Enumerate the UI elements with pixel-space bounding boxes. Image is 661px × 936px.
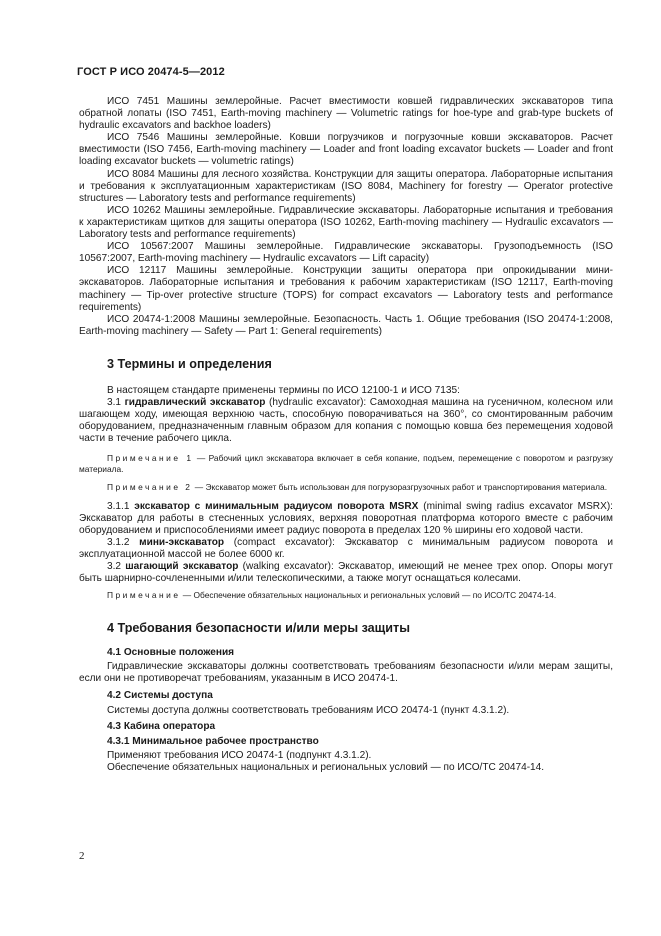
term-number: 3.2: [107, 561, 126, 573]
section-3-heading: 3 Термины и определения: [107, 356, 272, 371]
section-4-3-1-text-b: Обеспечение обязательных национальных и региональных условий — по ИСО/ТС 20474-14.: [107, 762, 545, 773]
ref-iso-12117: ИСО 12117 Машины землеройные. Конструкции защиты оператора при опрокидывании мини-экскаваторов. Лабораторные испытания и требования к рабочим характеристикам (ISO 12117, Earth-moving machinery — Tip-over protective structure (TOPS) for compact excavators — Laboratory tests and performance requirements): [79, 265, 613, 313]
page-number: 2: [79, 850, 85, 862]
term-name: гидравлический экскаватор: [124, 396, 266, 408]
section-4-3-heading: 4.3 Кабина оператора: [107, 720, 216, 732]
note-1: [79, 453, 613, 474]
note-3: [79, 590, 613, 600]
section-4-2-text: Системы доступа должны соответствовать требованиям ИСО 20474-1 (пункт 4.3.1.2).: [107, 704, 510, 716]
term-definition: (walking excavator): Экскаватор, имеющий не менее трех опор. Опоры могут быть шарнирно-сочлененными и/или телескопическими, а также могут оснащаться колесами.: [79, 561, 614, 585]
note-label: Примечание 2: [107, 482, 193, 493]
term-number: 3.1.2: [107, 536, 140, 548]
note-text: — Экскаватор может быть использован для погрузоразгрузочных работ и транспортирования материала.: [192, 482, 608, 493]
term-definition: (minimal swing radius excavator MSRX): Экскаватор для работы в стесненных условиях, верхняя поворотная платформа которого вместе с рабочим оборудованием и приспособлениями имеет радиус поворота в пределах 120 % ширины его ходовой части.: [79, 500, 613, 536]
document-header: ГОСТ Р ИСО 20474-5—2012: [77, 66, 225, 78]
term-number: 3.1: [107, 396, 125, 408]
term-number: 3.1.1: [107, 500, 135, 512]
note-label: Примечание 1: [107, 453, 194, 464]
note-label: Примечание: [107, 590, 181, 601]
note-text: — Рабочий цикл экскаватора включает в себя копание, подъем, перемещение с поворотом и разгрузку материала.: [79, 453, 613, 474]
ref-iso-10567: ИСО 10567:2007 Машины землеройные. Гидравлические экскаваторы. Грузоподъемность (ISO 10567:2007, Earth-moving machinery — Hydraulic excavators — Lift capacity): [79, 241, 613, 265]
term-definition: (compact excavator): Экскаватор с минимальным радиусом поворота и эксплуатационной массой не более 6000 кг.: [79, 536, 613, 560]
term-3-1-1: [79, 501, 613, 537]
term-name: экскаватор с минимальным радиусом поворота MSRX: [134, 500, 419, 512]
section-4-heading: 4 Требования безопасности и/или меры защиты: [107, 620, 410, 635]
ref-iso-7451: ИСО 7451 Машины землеройные. Расчет вместимости ковшей гидравлических экскаваторов типа обратной лопаты (ISO 7451, Earth-moving machinery — Volumetric ratings for hoe-type and grab-type buckets of hydraulic excavators and backhoe loaders): [79, 96, 613, 132]
note-text: — Обеспечение обязательных национальных и региональных условий — по ИСО/ТС 20474-14.: [180, 590, 557, 601]
section-3-intro: В настоящем стандарте применены термины по ИСО 12100-1 и ИСО 7135:: [107, 384, 460, 396]
ref-iso-20474-1: ИСО 20474-1:2008 Машины землеройные. Безопасность. Часть 1. Общие требования (ISO 20474-1:2008, Earth-moving machinery — Safety — Part 1: General requirements): [79, 313, 613, 337]
term-3-2: [79, 561, 613, 585]
page-content: [79, 96, 613, 774]
term-3-1-2: [79, 537, 613, 561]
ref-iso-10262: ИСО 10262 Машины землеройные. Гидравлические экскаваторы. Лабораторные испытания и требования к характеристикам щитков для защиты оператора (ISO 10262, Earth-moving machinery — Hydraulic excavators — Laboratory tests and performance requirements): [79, 204, 613, 241]
note-2: [79, 482, 613, 492]
term-3-1: [79, 397, 613, 445]
ref-iso-7546: ИСО 7546 Машины землеройные. Ковши погрузчиков и погрузочные ковши экскаваторов. Расчет вместимости (ISO 7456, Earth-moving machinery — Loader and front loading excavator buckets — Loader and front loading excavator buckets — volumetric ratings): [79, 132, 613, 168]
section-4-3-1-text-a: Применяют требования ИСО 20474-1 (подпункт 4.3.1.2).: [107, 749, 372, 761]
term-name: шагающий экскаватор: [125, 561, 239, 573]
section-4-3-1-heading: 4.3.1 Минимальное рабочее пространство: [107, 735, 319, 747]
section-4-2-heading: 4.2 Системы доступа: [107, 689, 213, 701]
term-definition: (hydraulic excavator): Самоходная машина на гусеничном, колесном или шагающем ходу, имеющая верхнюю часть, способную поворачиваться на 360°, со смонтированным рабочим оборудованием, предназначенным главным образом для копания с помощью ковша без перемещения ходовой части в течение рабочего цикла.: [79, 396, 613, 445]
section-4-1-heading: 4.1 Основные положения: [107, 646, 235, 658]
term-name: мини-экскаватор: [139, 536, 225, 548]
section-4-1-text: Гидравлические экскаваторы должны соответствовать требованиям безопасности и/или мерам защиты, если они не противоречат требованиям, указанным в ИСО 20474-1.: [79, 660, 613, 684]
ref-iso-8084: ИСО 8084 Машины для лесного хозяйства. Конструкции для защиты оператора. Лабораторные испытания и требования к эксплуатационным характеристикам (ISO 8084, Machinery for forestry — Operator protective structures — Laboratory tests and performance requirements): [79, 168, 613, 204]
